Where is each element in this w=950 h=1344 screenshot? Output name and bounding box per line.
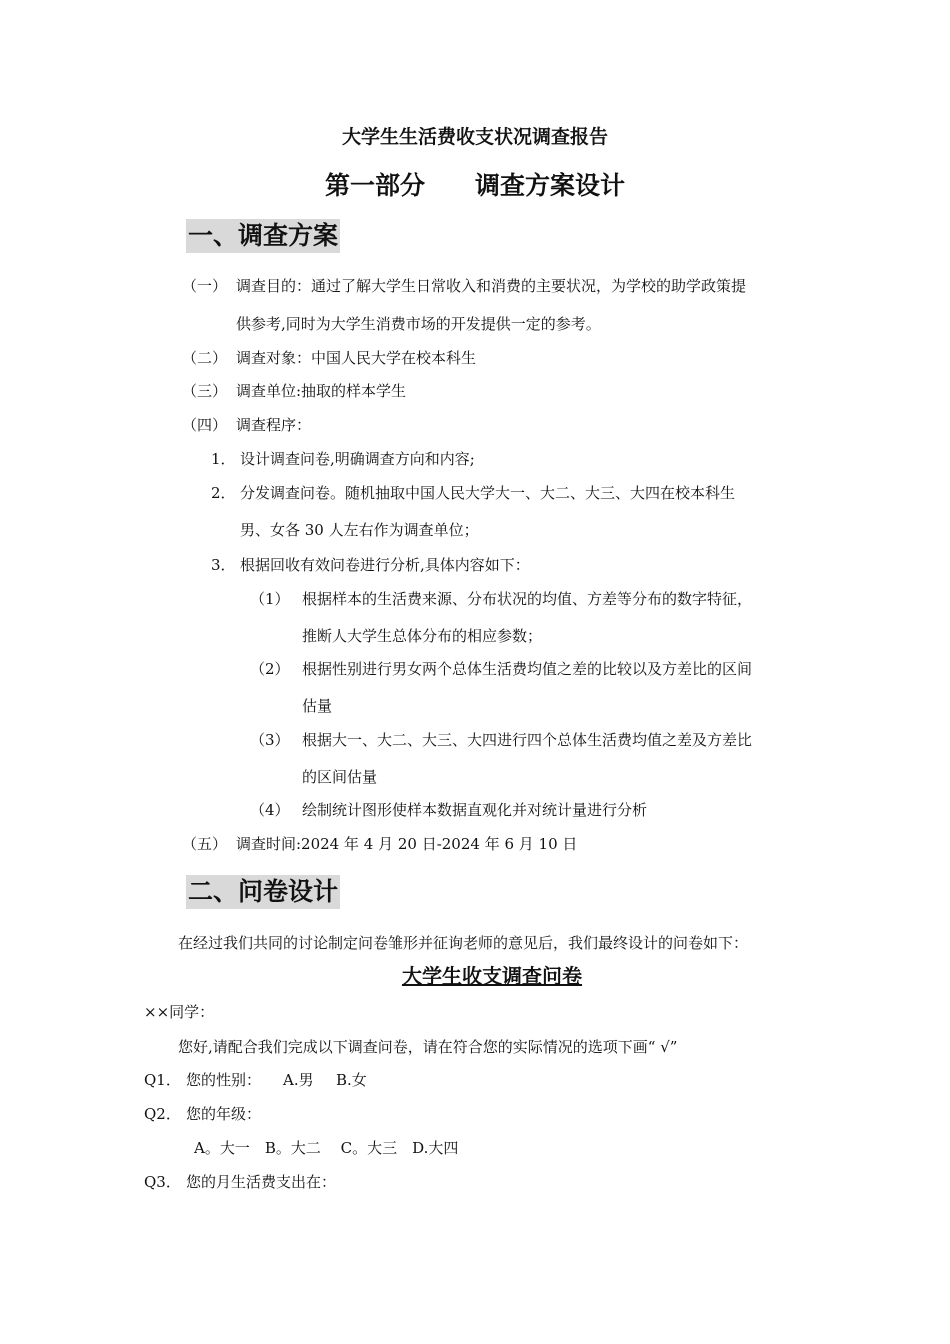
questionnaire-title: 大学生收支调查问卷	[402, 964, 582, 988]
item-number: （二）	[182, 349, 228, 367]
instruction: 您好,请配合我们完成以下调查问卷，请在符合您的实际情况的选项下画“ √”	[178, 1038, 678, 1056]
question-label: Q3．	[144, 1173, 181, 1191]
step-number: 2．	[211, 484, 236, 502]
item-text: 调查时间:2024 年 4 月 20 日-2024 年 6 月 10 日	[236, 835, 578, 853]
question-text: 您的年级：	[186, 1105, 262, 1123]
step-number: 1．	[211, 450, 236, 468]
substep-number: （4）	[250, 801, 290, 819]
question-text: 您的月生活费支出在：	[186, 1173, 337, 1191]
report-title: 大学生生活费收支状况调查报告	[341, 126, 608, 148]
item-number: （四）	[182, 416, 228, 434]
grade-options[interactable]: A。大一 B。大二 C。大三 D.大四	[194, 1139, 459, 1157]
greeting: ××同学：	[144, 1003, 215, 1021]
substep-number: （1）	[250, 590, 290, 608]
section-heading-questionnaire: 二、问卷设计	[186, 875, 340, 909]
questionnaire-intro: 在经过我们共同的讨论制定问卷雏形并征询老师的意见后，我们最终设计的问卷如下：	[178, 934, 749, 952]
substep-text: 绘制统计图形使样本数据直观化并对统计量进行分析	[302, 801, 648, 819]
substep-number: （2）	[250, 660, 290, 678]
item-text: 调查单位:抽取的样本学生	[236, 382, 407, 400]
section-heading-plan: 一、调查方案	[186, 219, 340, 253]
substep-text-continued: 的区间估量	[302, 768, 378, 786]
substep-text-continued: 估量	[302, 697, 333, 715]
substep-text-continued: 推断人大学生总体分布的相应参数；	[302, 627, 543, 645]
question-label: Q1．	[144, 1071, 181, 1089]
step-text-continued: 男、女各 30 人左右作为调查单位；	[240, 521, 479, 539]
item-text: 调查对象：中国人民大学在校本科生	[236, 349, 477, 367]
item-number: （一）	[182, 277, 228, 295]
substep-text: 根据大一、大二、大三、大四进行四个总体生活费均值之差及方差比	[302, 731, 753, 749]
option-a[interactable]: A.男	[283, 1071, 314, 1089]
step-text: 设计调查问卷,明确调查方向和内容;	[240, 450, 475, 468]
item-number: （三）	[182, 382, 228, 400]
step-text: 分发调查问卷。随机抽取中国人民大学大一、大二、大三、大四在校本科生	[240, 484, 736, 502]
substep-text: 根据样本的生活费来源、分布状况的均值、方差等分布的数字特征，	[302, 590, 753, 608]
substep-text: 根据性别进行男女两个总体生活费均值之差的比较以及方差比的区间	[302, 660, 753, 678]
step-text: 根据回收有效问卷进行分析,具体内容如下：	[240, 556, 530, 574]
question-text: 您的性别：	[186, 1071, 262, 1089]
option-b[interactable]: B.女	[336, 1071, 367, 1089]
item-text: 调查程序：	[236, 416, 312, 434]
question-label: Q2．	[144, 1105, 181, 1123]
substep-number: （3）	[250, 731, 290, 749]
item-number: （五）	[182, 835, 228, 853]
step-number: 3．	[211, 556, 236, 574]
item-text-continued: 供参考,同时为大学生消费市场的开发提供一定的参考。	[236, 315, 601, 333]
part-title: 第一部分 调查方案设计	[324, 171, 625, 200]
item-text: 调查目的：通过了解大学生日常收入和消费的主要状况，为学校的助学政策提	[236, 277, 747, 295]
